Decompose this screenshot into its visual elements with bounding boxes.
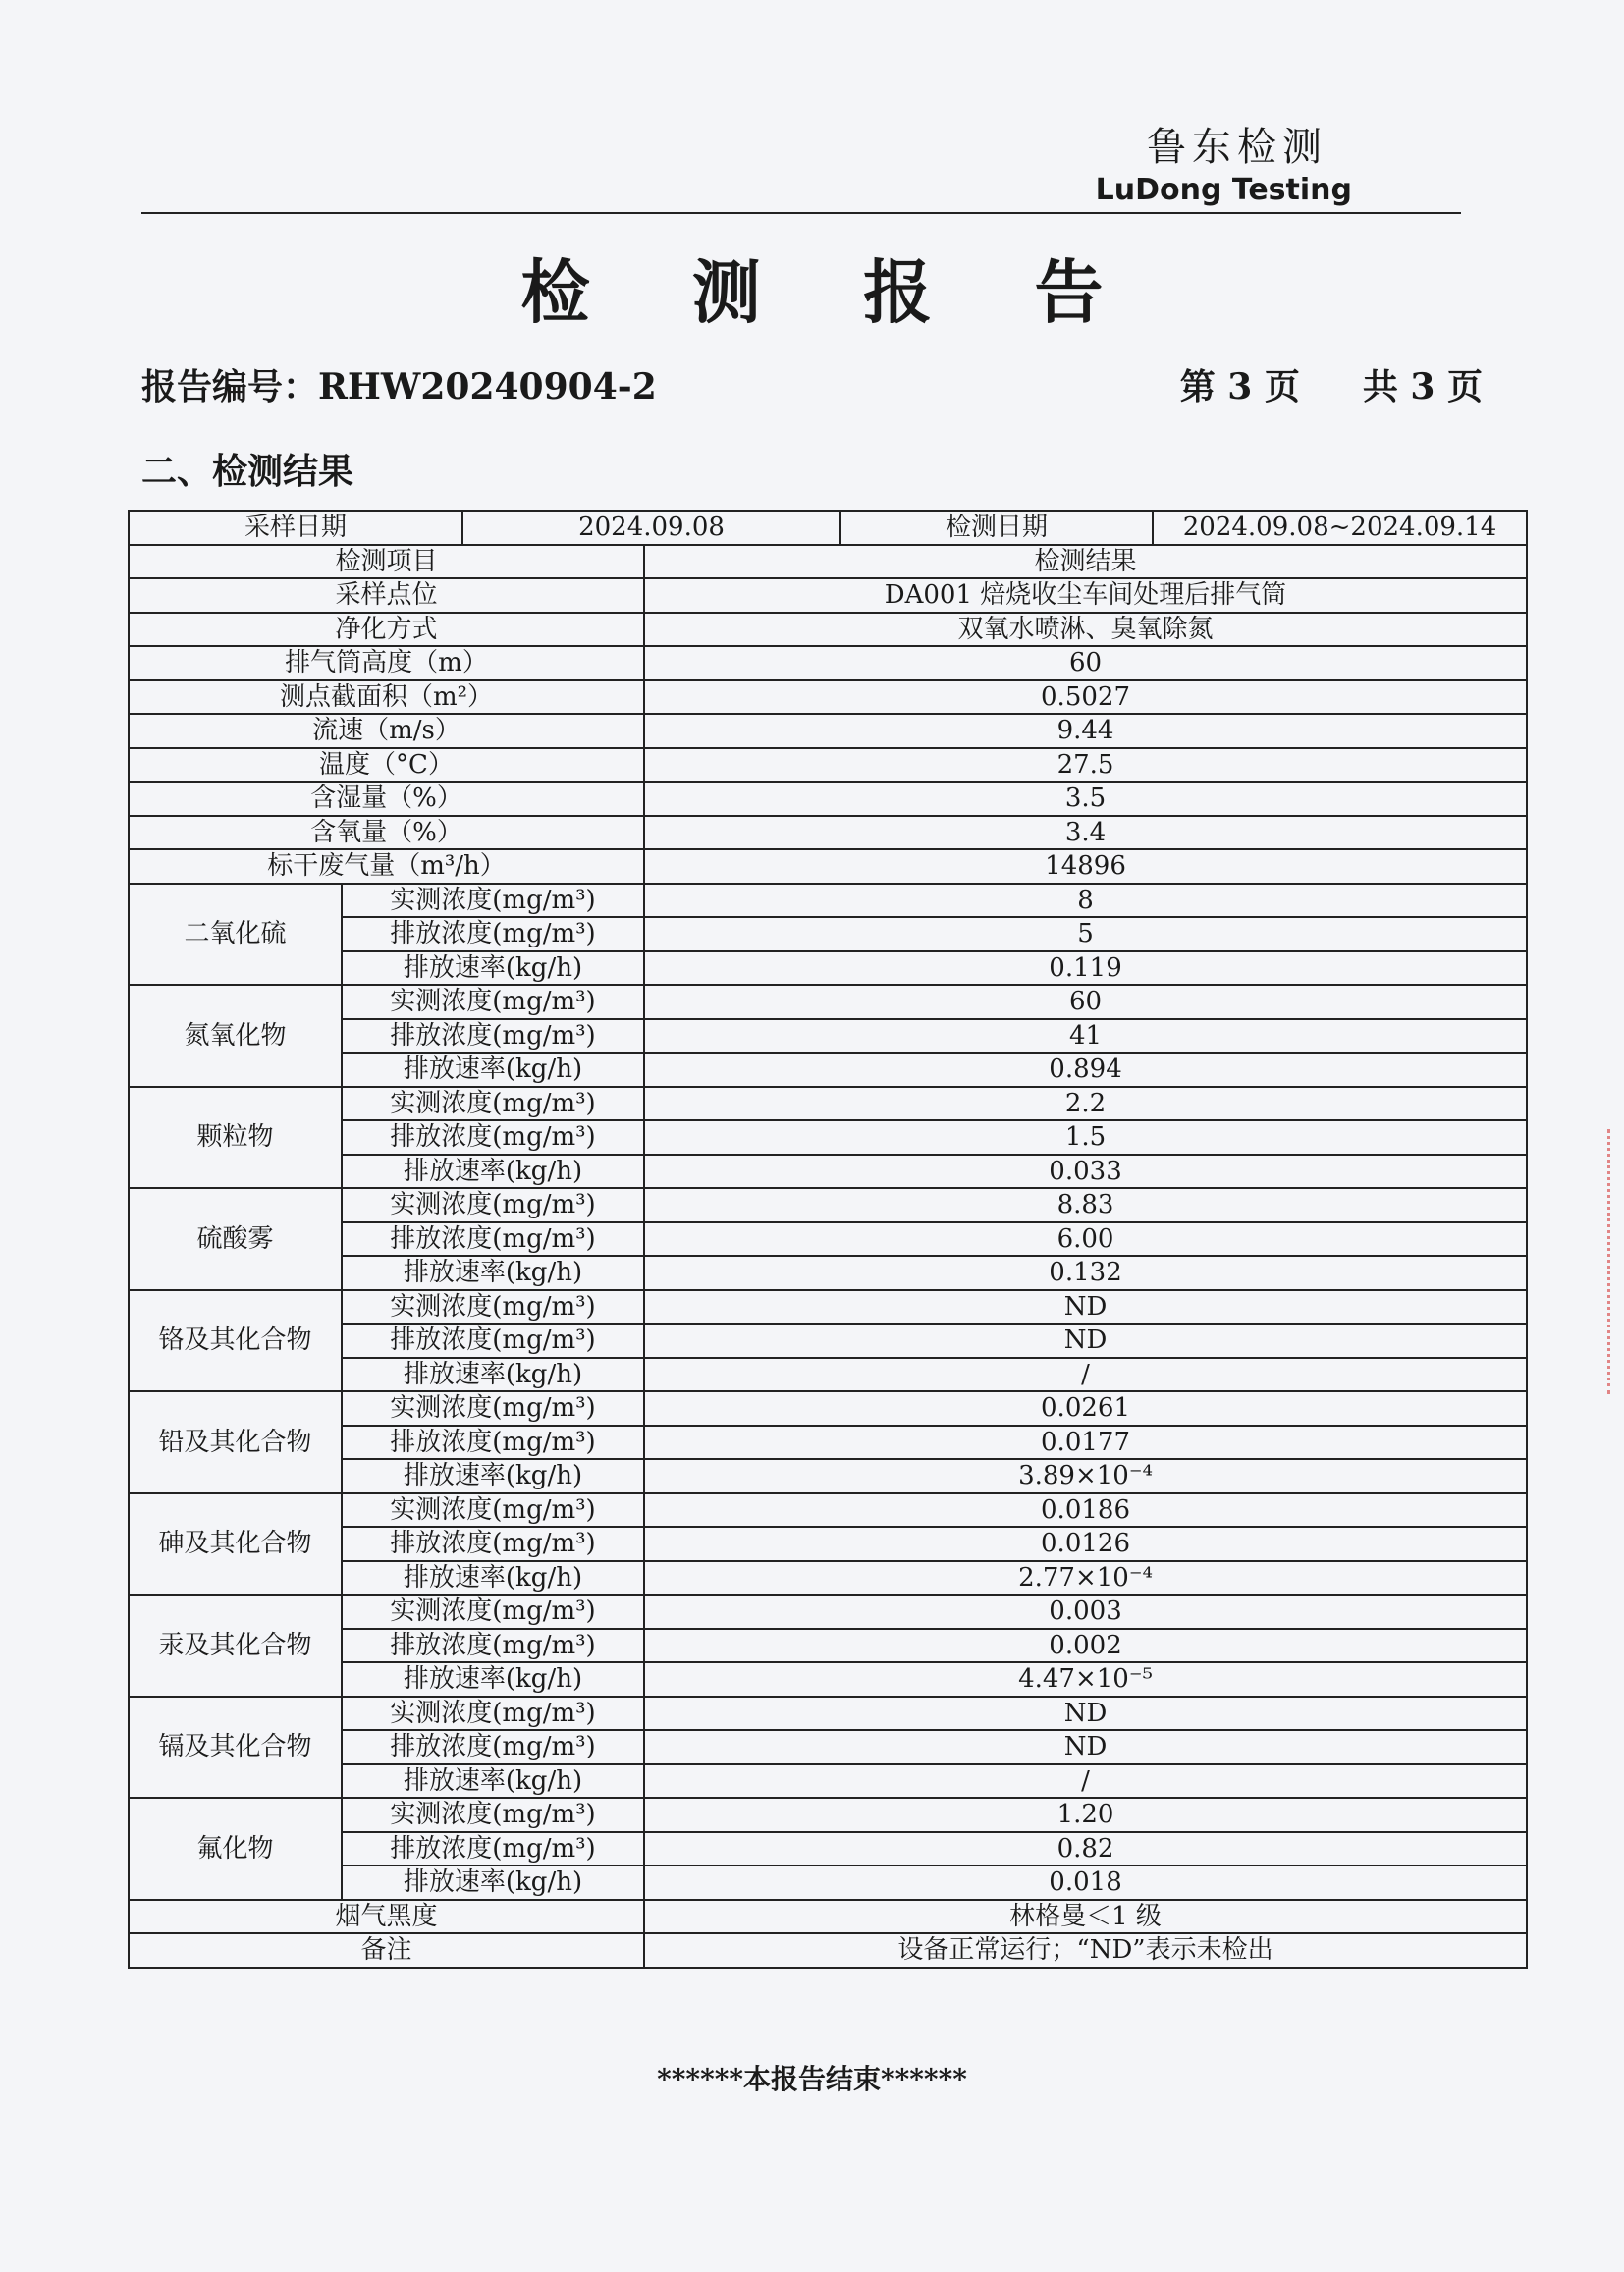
sampling-date-value: 2024.09.08 — [462, 511, 840, 545]
general-row — [129, 816, 1527, 850]
metric-value: 5 — [644, 917, 1527, 951]
item-value: 9.44 — [644, 714, 1527, 748]
sampling-date-label: 采样日期 — [129, 511, 462, 545]
pollutant-name: 镉及其化合物 — [129, 1697, 342, 1799]
general-row — [129, 578, 1527, 613]
pollutant-name: 颗粒物 — [129, 1087, 342, 1189]
item-label: 标干废气量（m³/h） — [129, 849, 644, 884]
metric-label: 排放浓度(mg/m³) — [342, 1120, 644, 1155]
item-label: 含氧量（%） — [129, 816, 644, 850]
metric-label: 排放速率(kg/h) — [342, 1561, 644, 1596]
stamp-mark — [1607, 1129, 1624, 1394]
pollutant-name: 铅及其化合物 — [129, 1391, 342, 1493]
metric-value: / — [644, 1764, 1527, 1799]
metric-label: 排放浓度(mg/m³) — [342, 1527, 644, 1561]
metric-value: ND — [644, 1324, 1527, 1358]
item-value: 27.5 — [644, 748, 1527, 783]
metric-label: 实测浓度(mg/m³) — [342, 985, 644, 1019]
item-value: 3.5 — [644, 782, 1527, 816]
metric-label: 排放速率(kg/h) — [342, 1662, 644, 1697]
pollutant-row — [129, 1188, 1527, 1222]
metric-value: 0.0126 — [644, 1527, 1527, 1561]
report-title: 检 测 报 告 — [520, 251, 1143, 333]
metric-value: ND — [644, 1697, 1527, 1731]
item-label: 测点截面积（m²） — [129, 680, 644, 715]
item-value: 双氧水喷淋、臭氧除氮 — [644, 613, 1527, 647]
metric-label: 排放速率(kg/h) — [342, 1256, 644, 1290]
item-label: 排气筒高度（m） — [129, 646, 644, 680]
metric-value: 0.003 — [644, 1595, 1527, 1629]
pollutant-row — [129, 1697, 1527, 1731]
metric-label: 实测浓度(mg/m³) — [342, 1087, 644, 1121]
metric-value: / — [644, 1358, 1527, 1392]
pollutant-row — [129, 884, 1527, 918]
metric-label: 实测浓度(mg/m³) — [342, 884, 644, 918]
company-name-en: LuDong Testing — [1095, 173, 1352, 207]
item-label: 流速（m/s） — [129, 714, 644, 748]
metric-value: 0.132 — [644, 1256, 1527, 1290]
pollutant-name: 二氧化硫 — [129, 884, 342, 986]
metric-label: 实测浓度(mg/m³) — [342, 1595, 644, 1629]
metric-label: 实测浓度(mg/m³) — [342, 1391, 644, 1426]
header-row — [129, 545, 1527, 579]
item-value: DA001 焙烧收尘车间处理后排气筒 — [644, 578, 1527, 613]
metric-value: 0.002 — [644, 1629, 1527, 1663]
metric-value: 8 — [644, 884, 1527, 918]
metric-value: 0.82 — [644, 1832, 1527, 1866]
metric-value: 1.5 — [644, 1120, 1527, 1155]
metric-label: 排放浓度(mg/m³) — [342, 1832, 644, 1866]
metric-label: 实测浓度(mg/m³) — [342, 1697, 644, 1731]
metric-label: 排放速率(kg/h) — [342, 1866, 644, 1900]
metric-label: 排放浓度(mg/m³) — [342, 1426, 644, 1460]
company-name-cn: 鲁东检测 — [1147, 125, 1327, 170]
metric-value: 1.20 — [644, 1798, 1527, 1832]
metric-value: 60 — [644, 985, 1527, 1019]
item-label: 温度（°C） — [129, 748, 644, 783]
metric-value: ND — [644, 1730, 1527, 1764]
date-row — [129, 511, 1527, 545]
metric-value: ND — [644, 1290, 1527, 1325]
item-value: 0.5027 — [644, 680, 1527, 715]
report-number: 报告编号：RHW20240904-2 — [141, 366, 657, 407]
metric-label: 排放浓度(mg/m³) — [342, 1019, 644, 1054]
metric-value: 0.0186 — [644, 1493, 1527, 1528]
metric-label: 实测浓度(mg/m³) — [342, 1188, 644, 1222]
page-total: 共 3 页 — [1362, 366, 1483, 407]
section-title: 二、检测结果 — [141, 451, 354, 492]
pollutant-row — [129, 985, 1527, 1019]
item-value: 3.4 — [644, 816, 1527, 850]
metric-label: 排放速率(kg/h) — [342, 1764, 644, 1799]
page-info — [1180, 359, 1483, 409]
pollutant-name: 汞及其化合物 — [129, 1595, 342, 1697]
item-label: 含湿量（%） — [129, 782, 644, 816]
metric-value: 3.89×10⁻⁴ — [644, 1459, 1527, 1493]
metric-label: 实测浓度(mg/m³) — [342, 1798, 644, 1832]
general-row — [129, 714, 1527, 748]
pollutant-row — [129, 1290, 1527, 1325]
pollutant-name: 氟化物 — [129, 1798, 342, 1900]
general-row — [129, 782, 1527, 816]
pollutant-row — [129, 1391, 1527, 1426]
page-current: 第 3 页 — [1179, 366, 1300, 407]
footer-row — [129, 1900, 1527, 1934]
header-divider — [141, 212, 1461, 214]
metric-value: 2.2 — [644, 1087, 1527, 1121]
end-note: ******本报告结束****** — [657, 2063, 967, 2095]
metric-label: 排放速率(kg/h) — [342, 1155, 644, 1189]
metric-label: 排放浓度(mg/m³) — [342, 1324, 644, 1358]
item-label: 烟气黑度 — [129, 1900, 644, 1934]
general-row — [129, 646, 1527, 680]
metric-value: 6.00 — [644, 1222, 1527, 1257]
pollutant-row — [129, 1798, 1527, 1832]
metric-label: 排放浓度(mg/m³) — [342, 1629, 644, 1663]
general-row — [129, 613, 1527, 647]
general-row — [129, 849, 1527, 884]
metric-value: 0.119 — [644, 951, 1527, 986]
metric-value: 0.894 — [644, 1053, 1527, 1087]
footer-row — [129, 1933, 1527, 1968]
metric-label: 排放速率(kg/h) — [342, 1459, 644, 1493]
item-label: 净化方式 — [129, 613, 644, 647]
pollutant-name: 硫酸雾 — [129, 1188, 342, 1290]
item-label: 备注 — [129, 1933, 644, 1968]
metric-label: 排放速率(kg/h) — [342, 951, 644, 986]
item-value: 林格曼＜1 级 — [644, 1900, 1527, 1934]
results-table — [128, 510, 1528, 1969]
general-row — [129, 748, 1527, 783]
metric-value: 0.033 — [644, 1155, 1527, 1189]
metric-label: 排放浓度(mg/m³) — [342, 917, 644, 951]
metric-label: 实测浓度(mg/m³) — [342, 1290, 644, 1325]
metric-value: 8.83 — [644, 1188, 1527, 1222]
metric-label: 排放速率(kg/h) — [342, 1358, 644, 1392]
result-header: 检测结果 — [644, 545, 1527, 579]
item-header: 检测项目 — [129, 545, 644, 579]
testing-date-label: 检测日期 — [840, 511, 1153, 545]
item-value: 14896 — [644, 849, 1527, 884]
item-value: 60 — [644, 646, 1527, 680]
metric-value: 4.47×10⁻⁵ — [644, 1662, 1527, 1697]
metric-label: 实测浓度(mg/m³) — [342, 1493, 644, 1528]
pollutant-row — [129, 1493, 1527, 1528]
pollutant-row — [129, 1087, 1527, 1121]
metric-value: 0.018 — [644, 1866, 1527, 1900]
metric-value: 41 — [644, 1019, 1527, 1054]
pollutant-name: 氮氧化物 — [129, 985, 342, 1087]
item-value: 设备正常运行；“ND”表示未检出 — [644, 1933, 1527, 1968]
metric-label: 排放速率(kg/h) — [342, 1053, 644, 1087]
testing-date-value: 2024.09.08~2024.09.14 — [1153, 511, 1527, 545]
item-label: 采样点位 — [129, 578, 644, 613]
pollutant-row — [129, 1595, 1527, 1629]
metric-label: 排放浓度(mg/m³) — [342, 1730, 644, 1764]
pollutant-name: 铬及其化合物 — [129, 1290, 342, 1392]
pollutant-name: 砷及其化合物 — [129, 1493, 342, 1596]
general-row — [129, 680, 1527, 715]
metric-value: 2.77×10⁻⁴ — [644, 1561, 1527, 1596]
metric-value: 0.0261 — [644, 1391, 1527, 1426]
metric-value: 0.0177 — [644, 1426, 1527, 1460]
metric-label: 排放浓度(mg/m³) — [342, 1222, 644, 1257]
